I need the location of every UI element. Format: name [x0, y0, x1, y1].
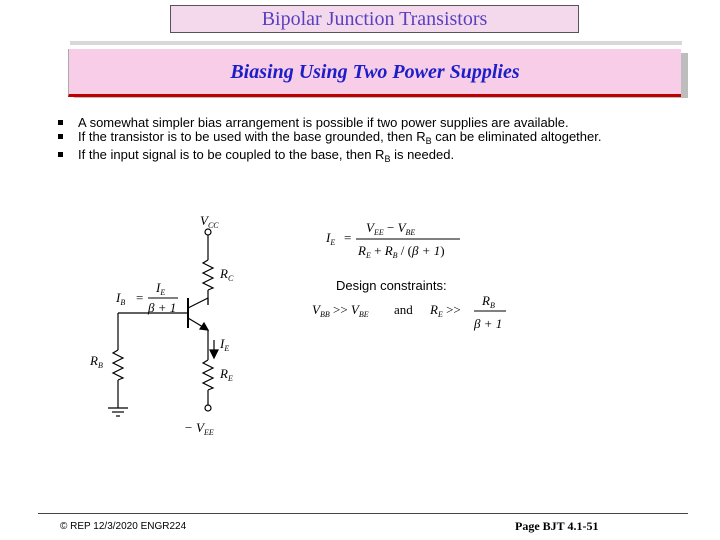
footer-page-number: Page BJT 4.1-51	[515, 519, 599, 533]
ib-eq-denominator: β + 1	[148, 300, 177, 315]
bullet-subscript: B	[425, 136, 432, 146]
vee-terminal-icon	[205, 405, 211, 411]
ib-eq-equals: =	[136, 290, 144, 305]
bullet-text: If the transistor is to be used with the base grounded, then R	[78, 129, 426, 144]
ie-eq-denominator: $R_E + R_B / (\beta + 1)$	[358, 243, 445, 260]
vee-label: − $V_{EE}$	[184, 420, 214, 437]
footer-divider	[38, 513, 688, 514]
ie-eq-lhs: $I_E$	[326, 230, 336, 247]
bullet-item	[56, 116, 696, 130]
re-label: $R_E$	[220, 366, 233, 383]
footer-copyright: © REP 12/3/2020 ENGR224	[60, 521, 187, 532]
bullet-text: If the input signal is to be coupled to the base, then R	[78, 147, 385, 162]
bullet-text-tail: is needed.	[390, 147, 455, 162]
constraint-vbb: $V_{BB} >> V_{BE}$	[312, 302, 369, 319]
bullet-list	[56, 116, 696, 166]
bullet-marker-icon	[58, 120, 63, 125]
rc-resistor-icon	[203, 260, 213, 290]
bullet-subscript: B	[384, 154, 391, 164]
constraint-re: $R_E$ >>	[430, 302, 461, 319]
ib-eq-lhs: $I_B$	[116, 290, 126, 307]
design-constraints-equation	[310, 290, 520, 335]
rb-resistor-icon	[113, 350, 123, 380]
slide-subtitle: Biasing Using Two Power Supplies	[68, 49, 681, 97]
bullet-item	[56, 130, 696, 148]
bullet-text: A somewhat simpler bias arrangement is possible if two power supplies are available.	[78, 115, 569, 130]
ie-eq-numerator: $V_{EE} - V_{BE}$	[366, 220, 416, 237]
bullet-text-tail: can be eliminated altogether.	[431, 129, 602, 144]
ie-label: $I_E$	[220, 336, 230, 353]
vcc-label: $V_{CC}$	[200, 213, 219, 230]
svg-text:=: =	[344, 230, 352, 245]
bullet-marker-icon	[58, 152, 63, 157]
constraint-frac-num: $R_B$	[482, 293, 495, 310]
emitter-arrow-icon	[200, 323, 208, 330]
constraint-and: and	[394, 302, 413, 317]
ib-eq-numerator: $I_E$	[156, 280, 166, 297]
slide-header-title: Bipolar Junction Transistors	[170, 5, 579, 33]
rc-label: $R_C$	[220, 266, 234, 283]
rb-label: $R_B$	[90, 353, 103, 370]
header-divider	[70, 41, 682, 45]
design-constraints-label: Design constraints:	[336, 278, 447, 293]
bullet-item	[56, 148, 696, 166]
bullet-marker-icon	[58, 134, 63, 139]
ie-current-arrow-icon	[210, 350, 218, 358]
bjt-bias-circuit-diagram	[80, 210, 250, 440]
constraint-frac-den: β + 1	[474, 316, 503, 331]
ie-equation	[320, 215, 470, 265]
re-resistor-icon	[203, 360, 213, 390]
